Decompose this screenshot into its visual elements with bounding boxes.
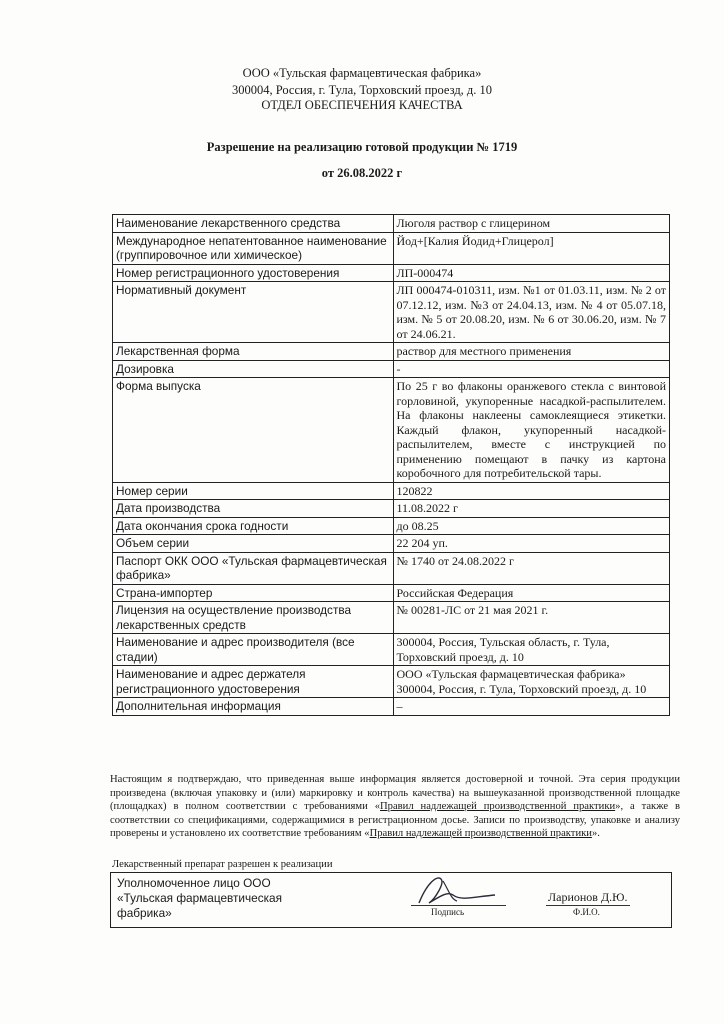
name-caption: Ф.И.О. xyxy=(573,907,600,917)
table-row xyxy=(113,517,670,535)
table-row xyxy=(113,343,670,361)
row-value: № 00281-ЛС от 21 мая 2021 г. xyxy=(393,602,670,634)
authorized-person-role: Уполномоченное лицо ООО «Тульская фармацевтическая фабрика» xyxy=(117,876,282,920)
row-label: Лекарственная форма xyxy=(113,343,394,361)
signature-block xyxy=(110,872,672,928)
gmp-rules-reference: Правил надлежащей производственной практики xyxy=(369,828,592,840)
row-value: ЛП-000474 xyxy=(393,264,670,282)
row-label: Лицензия на осуществление производства лекарственных средств xyxy=(113,602,394,634)
company-name: ООО «Тульская фармацевтическая фабрика» xyxy=(242,66,482,80)
document-title: Разрешение на реализацию готовой продукции № 1719 xyxy=(206,140,518,154)
table-row xyxy=(113,215,670,233)
document-date: от 26.08.2022 г xyxy=(321,166,403,180)
row-label: Паспорт ОКК ООО «Тульская фармацевтическая фабрика» xyxy=(113,552,394,584)
company-address: 300004, Россия, г. Тула, Торховский проезд, д. 10 xyxy=(231,83,493,97)
row-value: ЛП 000474-010311, изм. №1 от 01.03.11, изм. № 2 от 07.12.12, изм. №3 от 24.04.13, изм. № 4 от 05.07.18, изм. № 5 от 20.08.20, изм. № 6 от 30.06.20, изм. № 7 от 24.06.21. xyxy=(393,282,670,343)
table-row xyxy=(113,634,670,666)
row-value: 22 204 уп. xyxy=(393,535,670,553)
row-value: По 25 г во флаконы оранжевого стекла с винтовой горловиной, укупоренные насадкой-распылителем. На флаконы наклеены самоклеящиеся этикетки. Каждый флакон, укупоренный насадкой-распылителем, вместе с инструкцией по применению помещают в пачку из картона коробочного для потребительской тары. xyxy=(393,378,670,483)
table-row xyxy=(113,482,670,500)
row-value: Люголя раствор с глицерином xyxy=(393,215,670,233)
row-value: - xyxy=(393,360,670,378)
signature-line xyxy=(411,905,506,906)
confirmation-text: Настоящим я подтверждаю, что приведенная выше информация является достоверной и точной. Эта серия продукции произведена (включая упаковку и (или) маркировку и контроль качества) на вышеуказанной производственной площадке (площадках) в полном соответствии с требованиями « xyxy=(110,774,680,813)
table-row xyxy=(113,500,670,518)
row-label: Номер регистрационного удостоверения xyxy=(113,264,394,282)
confirmation-statement xyxy=(110,773,680,841)
row-value: 120822 xyxy=(393,482,670,500)
row-label: Объем серии xyxy=(113,535,394,553)
row-value: до 08.25 xyxy=(393,517,670,535)
table-row xyxy=(113,264,670,282)
row-value: № 1740 от 24.08.2022 г xyxy=(393,552,670,584)
row-label: Форма выпуска xyxy=(113,378,394,483)
product-info-table xyxy=(112,214,670,716)
row-label: Международное непатентованное наименование (группировочное или химическое) xyxy=(113,232,394,264)
row-label: Номер серии xyxy=(113,482,394,500)
release-permission: Лекарственный препарат разрешен к реализации xyxy=(112,859,333,870)
row-value: Российская Федерация xyxy=(393,584,670,602)
gmp-rules-reference: Правил надлежащей производственной практики xyxy=(380,801,616,813)
department-name: ОТДЕЛ ОБЕСПЕЧЕНИЯ КАЧЕСТВА xyxy=(261,98,463,112)
row-label: Наименование и адрес производителя (все стадии) xyxy=(113,634,394,666)
signer-name: Ларионов Д.Ю. xyxy=(548,890,628,904)
row-value: 300004, Россия, Тульская область, г. Тула, Торховский проезд, д. 10 xyxy=(393,634,670,666)
table-row xyxy=(113,232,670,264)
signature-caption: Подпись xyxy=(431,907,465,917)
handwritten-signature xyxy=(399,873,509,909)
table-row xyxy=(113,552,670,584)
row-label: Наименование лекарственного средства xyxy=(113,215,394,233)
table-row xyxy=(113,535,670,553)
table-row xyxy=(113,698,670,716)
row-label: Наименование и адрес держателя регистрационного удостоверения xyxy=(113,666,394,698)
table-row xyxy=(113,360,670,378)
table-row xyxy=(113,602,670,634)
table-row xyxy=(113,666,670,698)
table-row xyxy=(113,584,670,602)
row-label: Дата производства xyxy=(113,500,394,518)
row-value: раствор для местного применения xyxy=(393,343,670,361)
row-label: Страна-импортер xyxy=(113,584,394,602)
row-value: Йод+[Калия Йодид+Глицерол] xyxy=(393,232,670,264)
row-value: – xyxy=(393,698,670,716)
row-value: 11.08.2022 г xyxy=(393,500,670,518)
confirmation-text: », а также в соответствии со спецификациями, содержащимися в регистрационном досье. Записи по производству, упаковке и анализу проверены и установлено их соответствие требованиям « xyxy=(110,801,680,840)
row-value: ООО «Тульская фармацевтическая фабрика» 300004, Россия, г. Тула, Торховский проезд, д. 10 xyxy=(393,666,670,698)
confirmation-text: ». xyxy=(591,828,600,840)
table-row xyxy=(113,378,670,483)
row-label: Дата окончания срока годности xyxy=(113,517,394,535)
table-row xyxy=(113,282,670,343)
row-label: Дополнительная информация xyxy=(113,698,394,716)
row-label: Дозировка xyxy=(113,360,394,378)
row-label: Нормативный документ xyxy=(113,282,394,343)
